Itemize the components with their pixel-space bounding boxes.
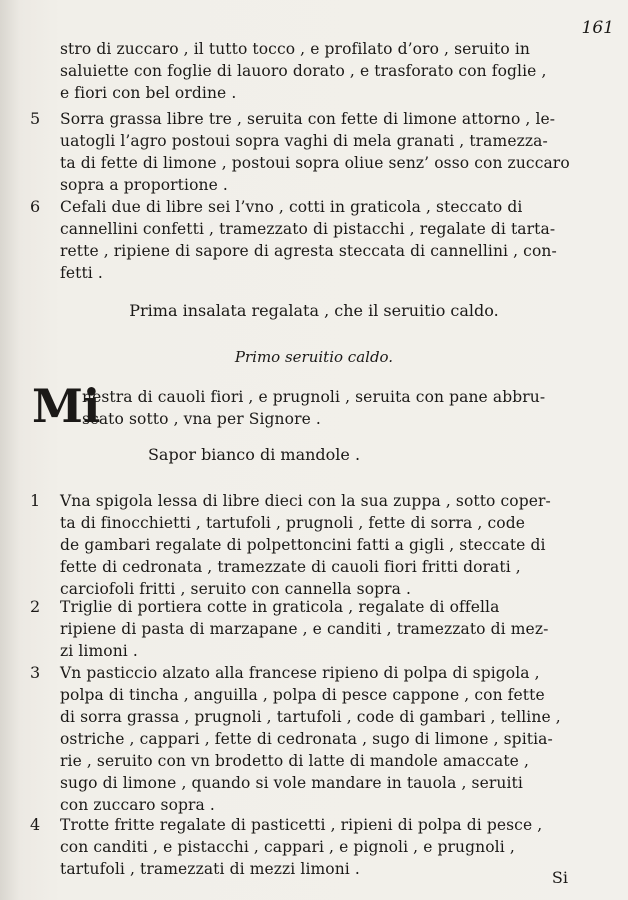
text-line: polpa di tincha , anguilla , polpa di pesce cappone , con fette — [60, 686, 545, 704]
text-line: ostriche , cappari , fette di cedronata , sugo di limone , spitia- — [60, 730, 553, 748]
text-line: stro di zuccaro , il tutto tocco , e profilato d’oro , seruito in — [60, 40, 530, 58]
text-line: con zuccaro sopra . — [60, 796, 215, 814]
text-line: rie , seruito con vn brodetto di latte di mandole amaccate , — [60, 752, 529, 770]
text-line: con canditi , e pistacchi , cappari , e pignoli , e prugnoli , — [60, 838, 515, 856]
item-number: 6 — [30, 197, 41, 216]
text-line: Triglie di portiera cotte in graticola , regalate di offella — [60, 598, 500, 616]
page-number: 161 — [581, 18, 614, 38]
text-line: Sorra grassa libre tre , seruita con fette di limone attorno , le- — [60, 110, 556, 128]
text-line: carciofoli fritti , seruito con cannella sopra . — [60, 580, 412, 598]
text-line: ripiene di pasta di marzapane , e canditi , tramezzato di mez- — [60, 620, 549, 638]
text-line: cannellini confetti , tramezzato di pistacchi , regalate di tarta- — [60, 220, 556, 238]
text-line: ta di finocchietti , tartufoli , prugnoli , fette di sorra , code — [60, 514, 525, 532]
item-number: 5 — [30, 109, 41, 128]
item-number: 4 — [30, 815, 41, 834]
text-line: saluiette con foglie di lauoro dorato , e trasforato con foglie , — [60, 62, 547, 80]
text-line: Vn pasticcio alzato alla francese ripieno di polpa di spigola , — [60, 664, 540, 682]
text-line: zi limoni . — [60, 642, 138, 660]
section-heading-insalata: Prima insalata regalata , che il seruitio caldo. — [129, 301, 499, 320]
text-line: sugo di limone , quando si vole mandare in tauola , seruiti — [60, 774, 523, 792]
text-line: Trotte fritte regalate di pasticetti , ripieni di polpa di pesce , — [60, 816, 543, 834]
text-line: nestra di cauoli fiori , e prugnoli , seruita con pane abbru- — [82, 388, 546, 406]
text-line: Vna spigola lessa di libre dieci con la sua zuppa , sotto coper- — [60, 492, 551, 510]
section-heading-sapor: Sapor bianco di mandole . — [147, 445, 361, 464]
text-line: uatogli l’agro postoui sopra vaghi di mela granati , tramezza- — [60, 132, 548, 150]
catchword: Si — [551, 868, 568, 887]
text-line: e fiori con bel ordine . — [60, 84, 237, 102]
text-line: tartufoli , tramezzati di mezzi limoni . — [60, 860, 360, 878]
text-line: fetti . — [60, 264, 103, 282]
item-number: 3 — [30, 663, 41, 682]
text-line: ta di fette di limone , postoui sopra oliue senz’ osso con zuccaro — [60, 154, 570, 172]
item-number: 1 — [30, 491, 41, 510]
text-line: rette , ripiene di sapore di agresta steccata di cannellini , con- — [60, 242, 557, 260]
text-line: di sorra grassa , prugnoli , tartufoli , code di gambari , telline , — [60, 708, 561, 726]
text-line: scato sotto , vna per Signore . — [82, 410, 321, 428]
text-line: sopra a proportione . — [60, 176, 228, 194]
text-line: fette di cedronata , tramezzate di cauoli fiori fritti dorati , — [60, 558, 521, 576]
item-number: 2 — [30, 597, 41, 616]
drop-cap: Mi — [32, 379, 101, 433]
section-heading-primo-seruitio: Primo seruitio caldo. — [234, 348, 394, 366]
text-line: de gambari regalate di polpettoncini fatti a gigli , steccate di — [60, 536, 546, 554]
text-line: Cefali due di libre sei l’vno , cotti in graticola , steccato di — [60, 198, 523, 216]
